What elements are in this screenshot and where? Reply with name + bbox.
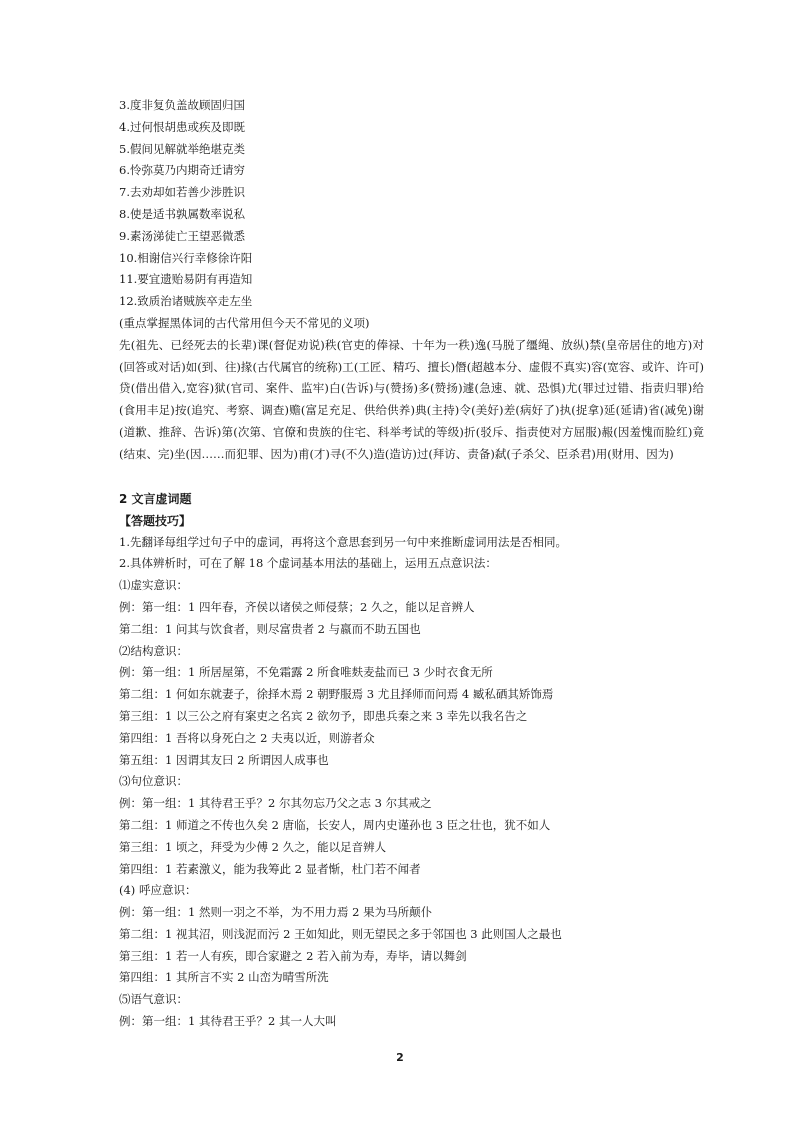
skill-line: ⑶句位意识： xyxy=(119,774,188,789)
list-item: 4.过何恨胡患或疾及即既 xyxy=(119,119,245,134)
skill-line: ⑸语气意识： xyxy=(119,992,188,1007)
word-list xyxy=(119,95,704,313)
skill-line: 第四组：1 若素激义，能为我筹此 2 显者惭，杜门若不闻者 xyxy=(119,861,421,876)
skill-line: 2.具体辨析时，可在了解 18 个虚词基本用法的基础上，运用五点意识法： xyxy=(119,556,497,571)
list-item: 6.怜弥莫乃内期奇迁请穷 xyxy=(119,163,245,178)
skill-line: (4) 呼应意识： xyxy=(119,883,197,898)
list-item: 10.相谢信兴行幸修徐许阳 xyxy=(119,250,253,265)
vocab-paragraph: 先(祖先、已经死去的长辈)课(督促劝说)秩(官吏的俸禄、十年为一秩)逸(马脱了缰绳、放纵)禁(皇帝居住的地方)对(回答或对话)如(到、往)掾(古代属官的统称)工(工匠、精巧、擅长)僭(超越本分、虚假不真实)容(宽容、或许、许可)贷(借出借入,宽容)狱(官司、案件、监牢)白(告诉)与(赞扬)多(赞扬)遽(急速、就、恐惧)尤(罪过过错、指责归罪)给(食用丰足)按(追究、考察、调查)赡(富足充足、供给供养)典(主持)令(美好)差(病好了)执(捉拿)延(延请)省(减免)谢(道歉、推辞、告诉)第(次第、官僚和贵族的住宅、科举考试的等级)折(驳斥、指责使对方屈服)赧(因羞愧而脸红)竟(结束、完)坐(因……而犯罪、因为)甫(才)寻(不久)造(造访)过(拜访、责备)弑(子杀父、臣杀君)用(财用、因为) xyxy=(119,337,704,461)
skill-line: ⑵结构意识： xyxy=(119,643,188,658)
skill-line: 第三组：1 以三公之府有案吏之名宾 2 欲勿予，即患兵秦之来 3 幸先以我名告之 xyxy=(119,708,528,723)
skill-line: 例：第一组：1 其待君王乎？2 其一人大叫 xyxy=(119,1014,337,1029)
skill-line: 第四组：1 其所言不实 2 山峦为晴雪所洗 xyxy=(119,970,329,985)
skill-line: 例：第一组：1 所居屋第，不免霜露 2 所食唯麸麦盐而已 3 少时衣食无所 xyxy=(119,665,493,680)
skills-title: 【答题技巧】 xyxy=(119,513,192,528)
list-item: 7.去劝却如若善少涉胜识 xyxy=(119,185,245,200)
skill-line: 第三组：1 顷之，拜受为少傅 2 久之，能以足音辨人 xyxy=(119,839,387,854)
page-number: 2 xyxy=(396,1051,404,1064)
list-item: 5.假间见解就举绝堪克类 xyxy=(119,141,245,156)
skill-line: 例：第一组：1 四年春，齐侯以诸侯之师侵蔡；2 久之，能以足音辨人 xyxy=(119,599,475,614)
section-title: 2 文言虚词题 xyxy=(119,491,192,506)
skill-line: 第五组：1 因谓其友曰 2 所谓因人成事也 xyxy=(119,752,329,767)
skill-line: 第二组：1 问其与饮食者，则尽富贵者 2 与嬴而不助五国也 xyxy=(119,621,421,636)
skills-list xyxy=(119,532,704,1033)
note-text: (重点掌握黑体词的古代常用但今天不常见的义项) xyxy=(119,315,370,330)
skill-line: 例：第一组：1 然则一羽之不举，为不用力焉 2 果为马所颠仆 xyxy=(119,905,433,920)
skill-line: 1.先翻译每组学过句子中的虚词，再将这个意思套到另一句中来推断虚词用法是否相同。 xyxy=(119,534,567,549)
list-item: 12.致质治诸贼族卒走左坐 xyxy=(119,294,253,309)
skill-line: ⑴虚实意识： xyxy=(119,578,188,593)
list-item: 3.度非复负盖故顾固归国 xyxy=(119,98,245,112)
skill-line: 例：第一组：1 其待君王乎？2 尔其勿忘乃父之志 3 尔其戒之 xyxy=(119,796,432,811)
skill-line: 第二组：1 师道之不传也久矣 2 唐临，长安人，周内史谨孙也 3 臣之壮也，犹不如人 xyxy=(119,817,551,832)
skill-line: 第四组：1 吾将以身死白之 2 夫夷以近，则游者众 xyxy=(119,730,375,745)
document-page xyxy=(119,95,704,1033)
skill-line: 第二组：1 视其沼，则浅泥而污 2 王如知此，则无望民之多于邻国也 3 此则国人之最也 xyxy=(119,926,562,941)
list-item: 8.使是适书孰属数率说私 xyxy=(119,206,245,221)
list-item: 11.要宜遗贻易阴有再造知 xyxy=(119,272,253,287)
skill-line: 第二组：1 何如东就妻子，徐择木焉 2 朝野服焉 3 尤且择师而问焉 4 臧私硒其矫饰焉 xyxy=(119,687,554,702)
list-item: 9.素汤涕徒亡王望恶微悉 xyxy=(119,228,245,243)
skill-line: 第三组：1 若一人有疾，即合家避之 2 若入前为寿，寿毕，请以舞剑 xyxy=(119,948,467,963)
